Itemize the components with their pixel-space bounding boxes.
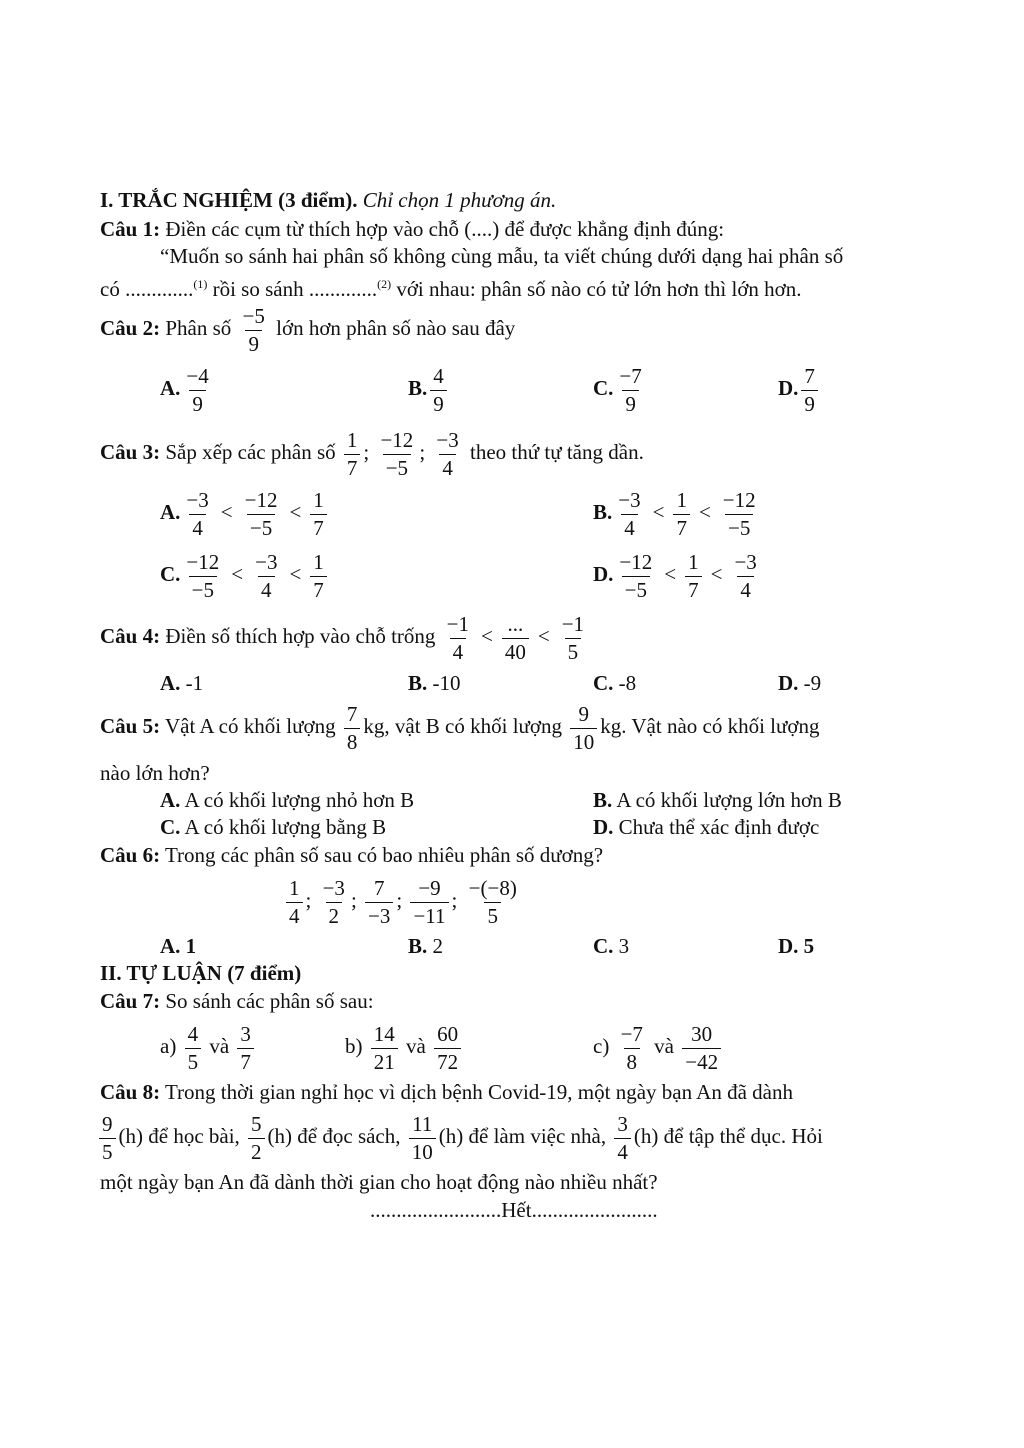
q6-option-d[interactable]: D. 5 [778, 934, 815, 958]
q2-fraction: $\frac{-5}{9}$ [242, 303, 265, 356]
q2-text-pre: Phân số [165, 316, 232, 340]
q1-line1 [100, 217, 724, 241]
part2-heading-line [100, 961, 301, 985]
q4-stem: Câu 4: Điền số thích hợp vào chỗ trống $\frac{-1}{4}$ < $\frac{...}{40}$ < $\frac{-1}{5}$ [100, 611, 585, 664]
q7-item-a: a) $\frac{4}{5}$ và $\frac{3}{7}$ [160, 1018, 257, 1074]
q7-label: Câu 7: [100, 989, 161, 1013]
q2-label: Câu 2: [100, 316, 161, 340]
q3-option-a[interactable]: A. $\frac{-3}{4}$ < $\frac{-12}{-5}$ < $\frac{1}{7}$ [160, 484, 330, 540]
q3-fraction-1: $\frac{1}{7}$ [344, 430, 361, 479]
end-marker: .........................Hết........................ [370, 1198, 658, 1222]
q7-item-b: b) $\frac{14}{21}$ và $\frac{60}{72}$ [345, 1018, 464, 1074]
q1-quote-line [160, 244, 843, 268]
q2-stem [100, 300, 515, 356]
q5-fraction-b: $\frac{9}{10}$ [570, 704, 597, 753]
q2-option-a[interactable]: A. $\frac{-4}{9}$ [160, 360, 215, 416]
q5-label: Câu 5: [100, 714, 161, 738]
q3-option-d[interactable]: D. $\frac{-12}{-5}$ < $\frac{1}{7}$ < $\frac{-3}{4}$ [593, 549, 757, 602]
q1-line2 [100, 272, 802, 301]
q2-option-b[interactable]: B. $\frac{4}{9}$ [408, 360, 450, 416]
q5-fraction-a: $\frac{7}{8}$ [344, 704, 361, 753]
q2-option-a-fraction: $\frac{-4}{9}$ [186, 363, 209, 416]
q4-option-d[interactable]: D. -9 [778, 671, 822, 695]
q8-line3: một ngày bạn An đã dành thời gian cho hoạt động nào nhiều nhất? [100, 1170, 658, 1194]
q4-option-a[interactable]: A. -1 [160, 671, 204, 695]
q3-option-c[interactable]: C. $\frac{-12}{-5}$ < $\frac{-3}{4}$ < $\frac{1}{7}$ [160, 546, 330, 602]
q1-text: Điền các cụm từ thích hợp vào chỗ (....) để được khẳng định đúng: [165, 217, 725, 241]
q4-label: Câu 4: [100, 624, 161, 648]
part2-heading: II. TỰ LUẬN (7 điểm) [100, 961, 302, 985]
q8-line1: Câu 8: Trong thời gian nghỉ học vì dịch bệnh Covid-19, một ngày bạn An đã dành [100, 1080, 793, 1104]
q3-fraction-2: $\frac{-12}{-5}$ [380, 427, 414, 480]
q5-line2: nào lớn hơn? [100, 761, 210, 785]
q3-fraction-3: $\frac{-3}{4}$ [436, 427, 459, 480]
q3-stem: Câu 3: Sắp xếp các phân số $\frac{1}{7}$ ; $\frac{-12}{-5}$ ; $\frac{-3}{4}$ theo thứ tự tăng dần. [100, 427, 644, 480]
q7-stem: Câu 7: So sánh các phân số sau: [100, 989, 374, 1013]
q5-stem: Câu 5: Vật A có khối lượng $\frac{7}{8}$ kg, vật B có khối lượng $\frac{9}{10}$ kg. Vật nào có khối lượng [100, 701, 820, 754]
q4-option-c[interactable]: C. -8 [593, 671, 637, 695]
q1-blank2-text: rồi so sánh ............. [207, 277, 378, 301]
q4-option-b[interactable]: B. -10 [408, 671, 461, 695]
q8-line2: $\frac{9}{5}$ (h) để học bài, $\frac{5}{2}$ (h) để đọc sách, $\frac{11}{10}$ (h) để làm việc nhà, $\frac{3}{4}$ (h) để tập thể dục. Hỏi [96, 1108, 823, 1164]
q6-option-c[interactable]: C. 3 [593, 934, 630, 958]
part1-heading: I. TRẮC NGHIỆM (3 điểm). [100, 188, 358, 212]
q4-text: Điền số thích hợp vào chỗ trống [165, 624, 436, 648]
q2-option-c-fraction: $\frac{-7}{9}$ [619, 363, 642, 416]
q2-option-b-fraction: $\frac{4}{9}$ [430, 366, 447, 415]
q1-tail-text: với nhau: phân số nào có tử lớn hơn thì lớn hơn. [391, 277, 802, 301]
q3-label: Câu 3: [100, 440, 161, 464]
part1-heading-line [100, 188, 556, 212]
q6-option-b[interactable]: B. 2 [408, 934, 444, 958]
q4-blank-fraction: $\frac{...}{40}$ [502, 614, 529, 663]
q2-option-c[interactable]: C. $\frac{-7}{9}$ [593, 360, 648, 416]
q2-option-d[interactable]: D. $\frac{7}{9}$ [778, 360, 821, 416]
q6-stem: Câu 6: Trong các phân số sau có bao nhiêu phân số dương? [100, 843, 604, 867]
q1-label: Câu 1: [100, 217, 161, 241]
q5-option-c[interactable]: C. A có khối lượng bằng B [160, 815, 387, 839]
q3-text-post: theo thứ tự tăng dần. [470, 440, 644, 464]
q6-fraction-list: $\frac{1}{4}$ ; $\frac{-3}{2}$ ; $\frac{7}{-3}$ ; $\frac{-9}{-11}$ ; $\frac{-(-8)}{5}$ [283, 872, 523, 928]
q1-mark2: (2) [377, 277, 392, 291]
q1-blank1-text: có ............. [100, 277, 194, 301]
q5-option-b[interactable]: B. A có khối lượng lớn hơn B [593, 788, 842, 812]
q3-option-b[interactable]: B. $\frac{-3}{4}$ < $\frac{1}{7}$ < $\frac{-12}{-5}$ [593, 487, 756, 540]
q6-option-a[interactable]: A. 1 [160, 934, 197, 958]
q1-quote: “Muốn so sánh hai phân số không cùng mẫu, ta viết chúng dưới dạng hai phân số [160, 244, 844, 268]
q6-label: Câu 6: [100, 843, 161, 867]
part1-instruction: Chỉ chọn 1 phương án. [362, 188, 557, 212]
q8-label: Câu 8: [100, 1080, 161, 1104]
q3-text-pre: Sắp xếp các phân số [165, 440, 336, 464]
q2-text-post: lớn hơn phân số nào sau đây [276, 316, 516, 340]
q5-option-d[interactable]: D. Chưa thể xác định được [593, 815, 820, 839]
q5-option-a[interactable]: A. A có khối lượng nhỏ hơn B [160, 788, 415, 812]
q2-option-d-fraction: $\frac{7}{9}$ [801, 366, 818, 415]
q7-item-c: c) $\frac{-7}{8}$ và $\frac{30}{-42}$ [593, 1018, 724, 1074]
q1-mark1: (1) [193, 277, 208, 291]
